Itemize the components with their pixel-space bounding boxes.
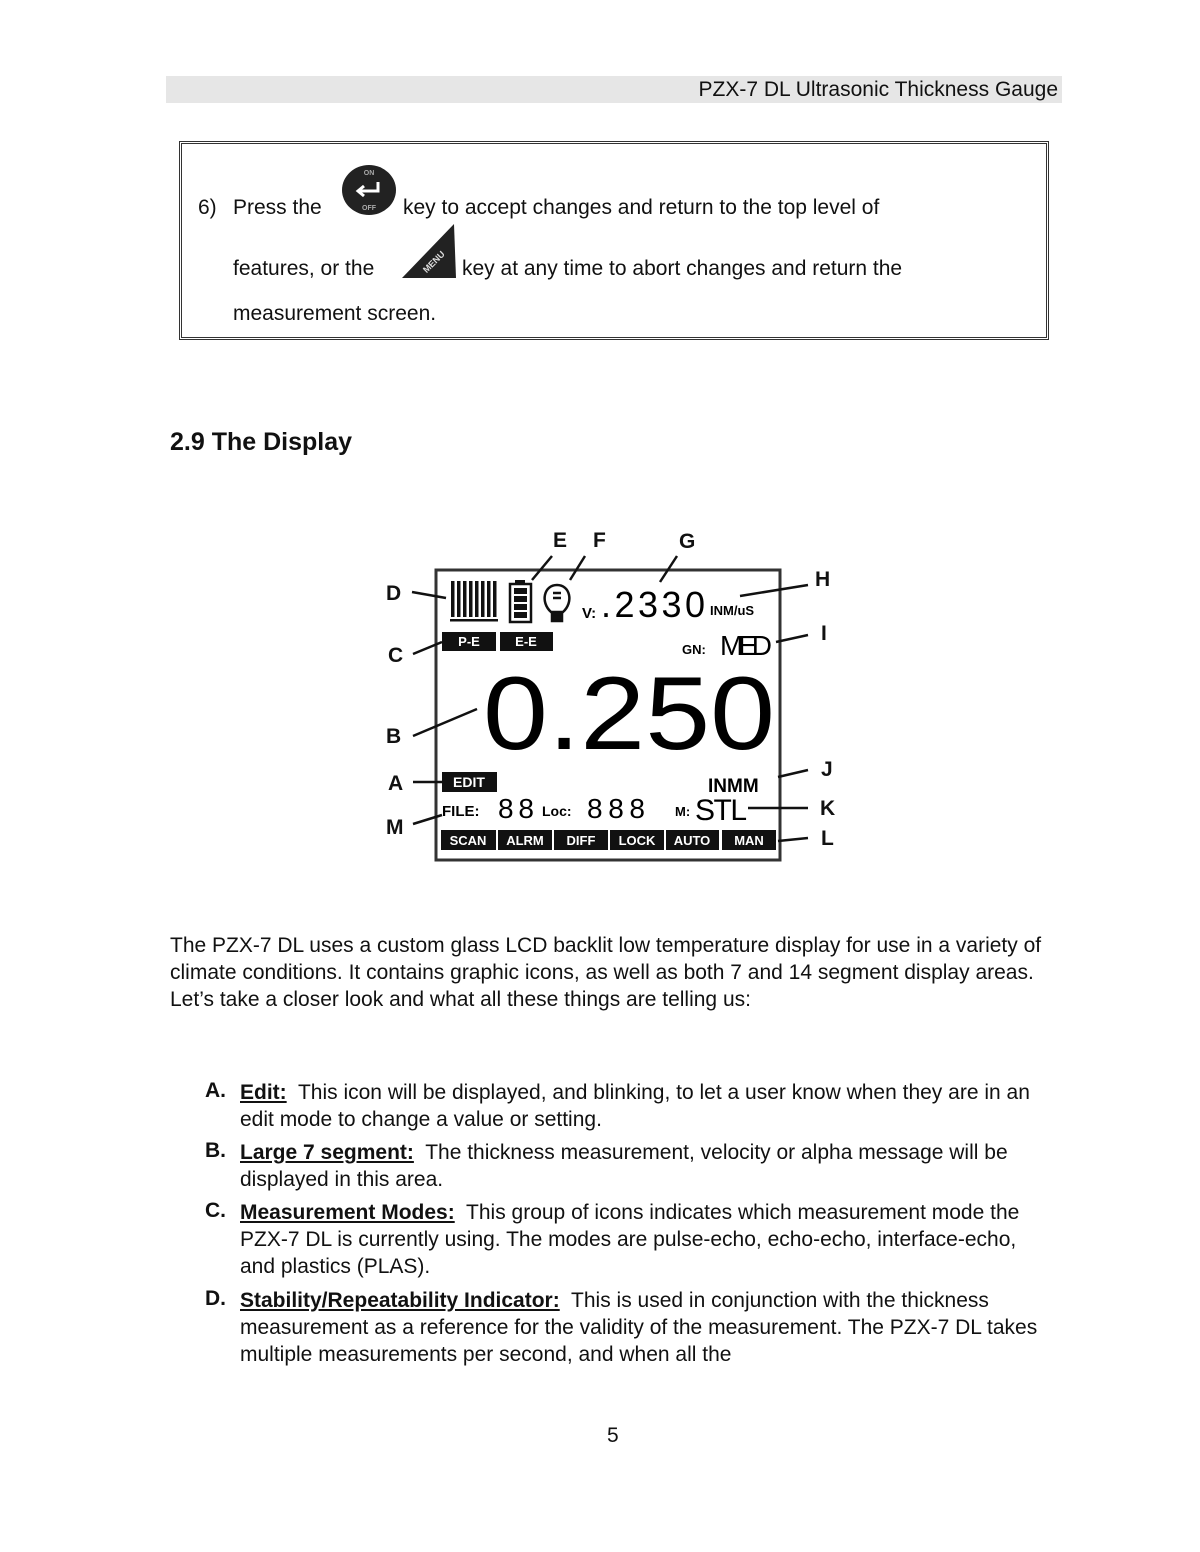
note-text: features, or the <box>233 257 375 280</box>
file-value: 88 <box>498 793 534 824</box>
velocity-value: .2330 <box>601 584 705 625</box>
callout-c: C <box>388 644 404 667</box>
item-letter: C. <box>205 1199 226 1222</box>
loc-value: 888 <box>587 793 645 824</box>
callout-l: L <box>821 827 834 850</box>
item-term: Measurement Modes: <box>240 1201 455 1224</box>
item-term: Stability/Repeatability Indicator: <box>240 1289 560 1312</box>
enter-key-icon <box>340 162 398 216</box>
page-number: 5 <box>607 1424 619 1447</box>
callout-m: M <box>386 816 404 839</box>
item-letter: B. <box>205 1139 226 1162</box>
item-letter: D. <box>205 1287 226 1310</box>
running-header <box>166 76 1062 103</box>
item-term: Edit: <box>240 1081 287 1104</box>
intro-paragraph: The PZX-7 DL uses a custom glass LCD backlit low temperature display for use in a variety of climate conditions. It contains graphic icons, as well as both 7 and 14 segment display areas. Let’s take a closer look and what all these things are telling us: <box>170 934 1042 1011</box>
section-title: 2.9 The Display <box>170 428 353 456</box>
gain-value: MED <box>720 630 772 661</box>
note-text: Press the <box>233 196 322 219</box>
menu-key-icon <box>398 222 458 280</box>
gain-prefix: GN: <box>682 642 706 657</box>
enter-key-off-label: OFF <box>362 205 376 212</box>
list-item <box>240 1079 1050 1133</box>
file-prefix: FILE: <box>442 803 480 820</box>
material-prefix: M: <box>675 804 691 819</box>
velocity-units: INM/uS <box>710 603 755 618</box>
status-lock: LOCK <box>618 833 656 848</box>
item-letter: A. <box>205 1079 226 1102</box>
loc-prefix: Loc: <box>542 803 572 819</box>
mode-ee: E-E <box>515 634 537 649</box>
material-value: STL <box>695 794 747 827</box>
note-text: measurement screen. <box>233 302 437 325</box>
callout-e: E <box>553 529 568 552</box>
item-text: This is used in conjunction with the thickness measurement as a reference for the validity of the measurement. The PZX-7 DL takes multiple measurements per second, and when all the <box>240 1289 1038 1366</box>
item-text: The thickness measurement, velocity or alpha message will be displayed in this area. <box>240 1141 1008 1191</box>
status-auto: AUTO <box>673 833 711 848</box>
note-text: key at any time to abort changes and return the <box>462 257 903 280</box>
list-item <box>240 1139 1050 1193</box>
lcd-diagram <box>380 520 850 870</box>
edit-label: EDIT <box>453 774 485 790</box>
callout-f: F <box>593 529 606 552</box>
callout-b: B <box>386 725 402 748</box>
callout-g: G <box>679 530 696 553</box>
mode-pe: P-E <box>458 634 480 649</box>
note-text: key to accept changes and return to the top level of <box>403 196 880 219</box>
callout-j: J <box>821 758 833 781</box>
note-box <box>179 141 1049 340</box>
list-item <box>240 1287 1050 1368</box>
step-number: 6) <box>198 196 217 219</box>
callout-k: K <box>820 797 836 820</box>
item-text: This group of icons indicates which measurement mode the PZX-7 DL is currently using. The modes are pulse-echo, echo-echo, interface-echo, and plastics (PLAS). <box>240 1201 1020 1278</box>
thickness-reading: 0.250 <box>483 656 775 772</box>
enter-key-on-label: ON <box>363 170 375 177</box>
callout-h: H <box>815 568 831 591</box>
header-title: PZX-7 DL Ultrasonic Thickness Gauge <box>698 78 1058 101</box>
item-text: This icon will be displayed, and blinking, to let a user know when they are in an edit mode to change a value or setting. <box>240 1081 1030 1131</box>
item-term: Large 7 segment: <box>240 1141 414 1164</box>
status-alrm: ALRM <box>506 833 544 848</box>
status-diff: DIFF <box>566 833 596 848</box>
status-scan: SCAN <box>449 833 487 848</box>
velocity-prefix: V: <box>582 605 597 622</box>
menu-key-label: MENU <box>420 248 447 275</box>
callout-i: I <box>821 622 827 645</box>
units-label: INMM <box>708 776 759 797</box>
status-man: MAN <box>734 833 764 848</box>
callout-a: A <box>388 772 404 795</box>
list-item <box>240 1199 1050 1280</box>
callout-d: D <box>386 582 402 605</box>
